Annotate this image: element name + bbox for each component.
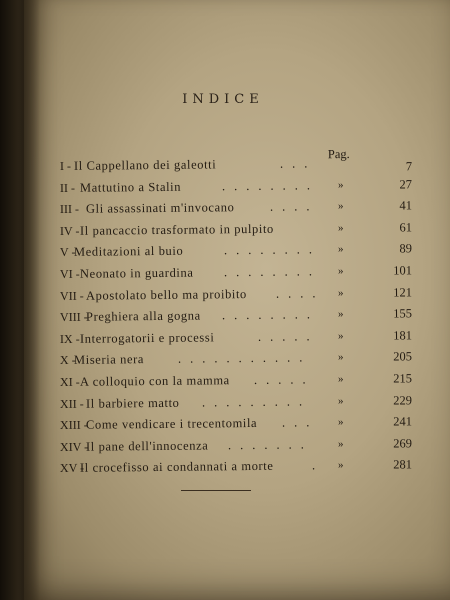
- leader-dots: ...: [281, 415, 319, 430]
- leader-dots: ........: [223, 264, 322, 280]
- closing-rule: [181, 490, 251, 491]
- leader-dots: .......: [227, 437, 313, 453]
- index-title: INDICE: [182, 92, 264, 107]
- chapter-title: Il crocefisso ai condannati a morte: [79, 459, 274, 476]
- page-number: 89: [399, 241, 413, 256]
- page-number: 281: [393, 457, 413, 472]
- toc-entry: [59, 217, 413, 241]
- leader-dots: ...........: [177, 350, 312, 367]
- toc-entry: [59, 347, 413, 371]
- page-number: 101: [393, 263, 413, 278]
- ditto-mark: »: [337, 265, 344, 278]
- ditto-mark: »: [337, 416, 344, 429]
- toc-entry: [59, 368, 413, 392]
- chapter-number: XIII -: [59, 417, 88, 433]
- chapter-number: XIV -: [59, 439, 89, 454]
- toc-entry: [59, 146, 413, 176]
- page-number: 181: [393, 328, 413, 343]
- page-number: 205: [393, 349, 413, 364]
- leader-dots: .........: [201, 393, 312, 410]
- chapter-title: Interrogatorii e processi: [79, 330, 215, 346]
- ditto-mark: »: [337, 459, 344, 472]
- page-number: 7: [405, 159, 413, 174]
- chapter-title: Meditazioni al buio: [73, 244, 184, 260]
- chapter-number: VII -: [59, 288, 84, 303]
- ditto-mark: »: [337, 329, 344, 342]
- chapter-title: Il pancaccio trasformato in pulpito: [79, 221, 274, 238]
- leader-dots: .....: [253, 372, 315, 387]
- chapter-number: VIII -: [59, 309, 88, 325]
- leader-dots: ........: [221, 307, 320, 323]
- toc-entry: [59, 196, 413, 220]
- toc-entry: [59, 304, 413, 328]
- toc-entry: [59, 433, 413, 457]
- toc-entry: [59, 282, 413, 306]
- ditto-mark: »: [337, 221, 344, 234]
- chapter-number: XV -: [59, 461, 85, 476]
- chapter-number: VI -: [59, 266, 80, 281]
- chapter-title: Neonato in guardina: [79, 265, 194, 281]
- toc-entry: [59, 239, 413, 263]
- page-number: 155: [393, 306, 413, 321]
- leader-dots: .: [311, 458, 325, 473]
- leader-dots: ........: [223, 242, 322, 258]
- ditto-mark: »: [337, 394, 344, 407]
- chapter-title: Come vendicare i trecentomila: [85, 416, 258, 432]
- chapter-number: IV -: [59, 223, 80, 238]
- page-number: 269: [393, 436, 413, 451]
- chapter-number: III -: [59, 201, 80, 217]
- ditto-mark: »: [337, 286, 344, 299]
- page-number: 27: [399, 176, 413, 192]
- chapter-title: Il barbiere matto: [85, 395, 180, 411]
- ditto-mark: »: [337, 351, 344, 364]
- chapter-number: II -: [59, 180, 76, 195]
- chapter-title: Apostolato bello ma proibito: [85, 286, 247, 303]
- page-number: 241: [393, 414, 413, 429]
- toc-entry: [59, 412, 413, 436]
- ditto-mark: »: [337, 437, 344, 450]
- ditto-mark: »: [337, 243, 344, 256]
- chapter-title: A colloquio con la mamma: [79, 373, 230, 389]
- page-number: 121: [393, 284, 413, 300]
- leader-dots: ...: [279, 156, 317, 171]
- leader-dots: ....: [269, 199, 319, 214]
- toc-entry: [59, 455, 413, 479]
- page-number: 229: [393, 392, 413, 408]
- chapter-title: Il pane dell'innocenza: [85, 438, 209, 454]
- ditto-mark: »: [337, 308, 344, 321]
- chapter-number: V -: [59, 245, 76, 260]
- toc-entry: [59, 390, 413, 414]
- chapter-number: X -: [59, 353, 76, 368]
- chapter-number: XI -: [59, 374, 80, 389]
- chapter-title: Miseria nera: [73, 352, 145, 368]
- pag-label: Pag.: [327, 146, 350, 162]
- chapter-number: XII -: [59, 396, 84, 411]
- leader-dots: .....: [257, 329, 319, 344]
- ditto-mark: »: [337, 178, 344, 191]
- leader-dots: ........: [221, 177, 320, 193]
- page-number: 215: [393, 371, 413, 386]
- chapter-number: I -: [59, 158, 72, 173]
- page-number: 41: [399, 198, 413, 213]
- toc-entry: [59, 260, 413, 284]
- ditto-mark: »: [337, 373, 344, 386]
- page-number: 61: [399, 220, 413, 235]
- chapter-title: Mattutino a Stalin: [79, 179, 182, 195]
- toc-entry: [59, 325, 413, 349]
- leader-dots: ....: [275, 285, 325, 301]
- toc-entry: [59, 174, 413, 198]
- chapter-title: Il Cappellano dei galeotti: [73, 157, 217, 173]
- chapter-title: Gli assassinati m'invocano: [85, 200, 235, 216]
- ditto-mark: »: [337, 200, 344, 213]
- chapter-title: Preghiera alla gogna: [85, 308, 201, 324]
- chapter-number: IX -: [59, 331, 80, 346]
